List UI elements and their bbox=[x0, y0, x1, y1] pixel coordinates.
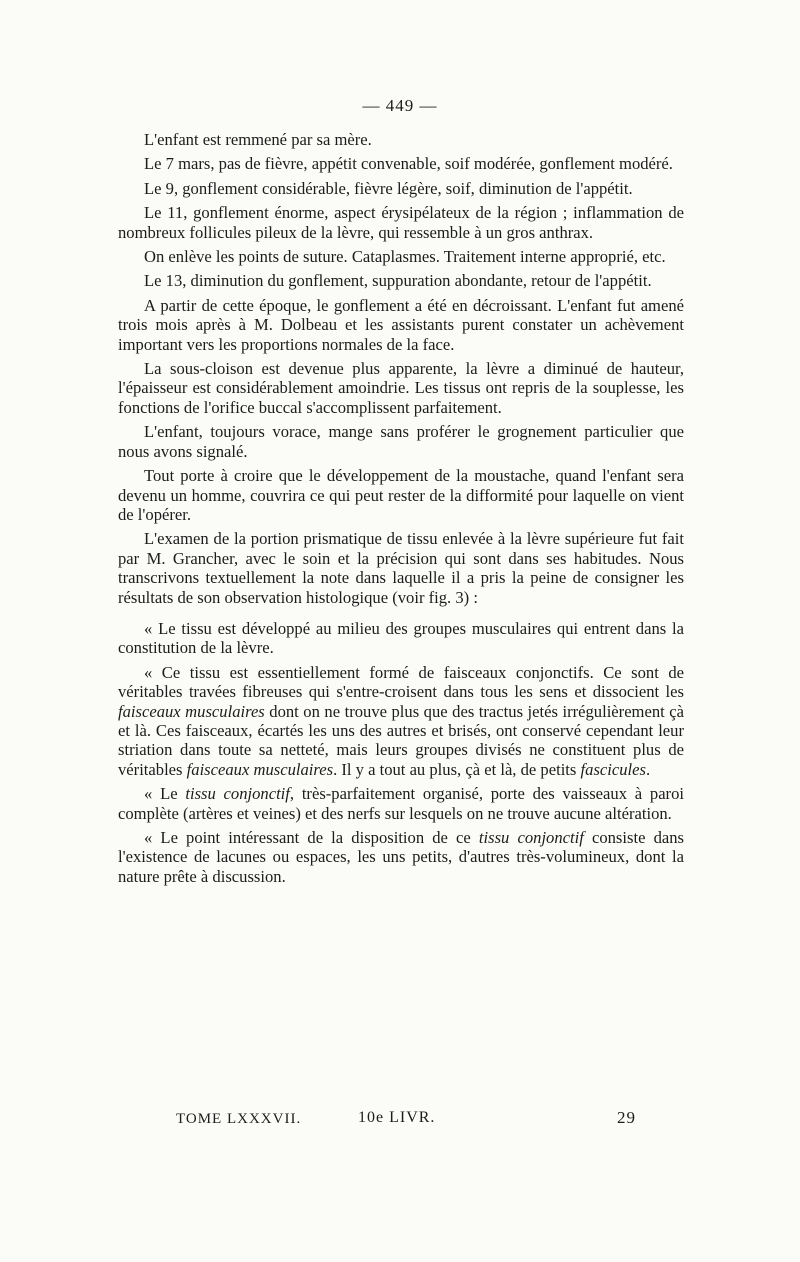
quote-paragraph-3: « Le tissu conjonctif, très-parfaitement organisé, porte des vaisseaux à paroi complète (artères et veines) et des nerfs sur lesquels on ne trouve aucune altération. bbox=[118, 784, 684, 823]
page-number: — 449 — bbox=[362, 96, 438, 115]
quote-paragraph-4: « Le point intéressant de la disposition de ce tissu conjonctif consiste dans l'existence de lacunes ou espaces, les uns petits, d'autres très-volumineux, dont la nature prête à discussion. bbox=[118, 828, 684, 886]
paragraph-3: Le 9, gonflement considérable, fièvre légère, soif, diminution de l'appétit. bbox=[144, 178, 633, 198]
italic-term: faisceaux musculaires bbox=[186, 759, 334, 779]
paragraph-10: Tout porte à croire que le développement de la moustache, quand l'enfant sera devenu un homme, couvrira ce qui peut rester de la difformité pour laquelle on vient de l'opérer. bbox=[118, 466, 684, 524]
italic-term: fascicules bbox=[580, 759, 646, 779]
paragraph-4: Le 11, gonflement énorme, aspect érysipélateux de la région ; inflammation de nombreux follicules pileux de la lèvre, qui ressemble à un gros anthrax. bbox=[118, 203, 684, 242]
page-footer bbox=[176, 1108, 636, 1133]
paragraph-9: L'enfant, toujours vorace, mange sans proférer le grognement particulier que nous avons signalé. bbox=[118, 422, 684, 461]
body-text bbox=[118, 130, 684, 891]
footer-volume: TOME LXXXVII. bbox=[176, 1111, 302, 1127]
italic-term: faisceaux musculaires bbox=[118, 701, 265, 721]
paragraph-7: A partir de cette époque, le gonflement a été en décroissant. L'enfant fut amené trois mois après à M. Dolbeau et les assistants purent constater un achèvement important vers les proportions normales de la face. bbox=[118, 295, 684, 354]
paragraph-2: Le 7 mars, pas de fièvre, appétit convenable, soif modérée, gonflement modéré. bbox=[144, 154, 673, 174]
paragraph-1: L'enfant est remmené par sa mère. bbox=[144, 130, 372, 149]
quote-paragraph-2: « Ce tissu est essentiellement formé de faisceaux conjonctifs. Ce sont de véritables travées fibreuses qui s'entre-croisent dans tous les sens et dissocient les faisceaux musculaires dont on ne trouve plus que des tractus jetés irrégulièrement çà et là. Ces faisceaux, écartés les uns des autres et brisés, ont conservé cependant leur striation dans toute sa netteté, mais leurs groupes divisés ne constituent plus de véritables faisceaux musculaires. Il y a tout au plus, çà et là, de petits fascicules. bbox=[118, 662, 684, 779]
paragraph-11: L'examen de la portion prismatique de tissu enlevée à la lèvre supérieure fut fait par M. Grancher, avec le soin et la précision qui sont dans ses habitudes. Nous transcrivons textuellement la note dans laquelle il a pris la peine de consigner les résultats de son observation histologique (voir fig. 3) : bbox=[118, 529, 684, 607]
paragraph-6: Le 13, diminution du gonflement, suppuration abondante, retour de l'appétit. bbox=[144, 271, 652, 291]
footer-issue: 10e LIVR. bbox=[358, 1109, 436, 1126]
paragraph-8: La sous-cloison est devenue plus apparente, la lèvre a diminué de hauteur, l'épaisseur est considérablement amoindrie. Les tissus ont repris de la souplesse, les fonctions de l'orifice buccal s'accomplissent parfaitement. bbox=[118, 359, 684, 417]
footer-sheet-number: 29 bbox=[617, 1108, 636, 1127]
italic-term: tissu conjonctif bbox=[478, 828, 584, 847]
paragraph-5: On enlève les points de suture. Cataplasmes. Traitement interne approprié, etc. bbox=[144, 247, 666, 267]
italic-term: tissu conjonctif bbox=[185, 784, 290, 804]
quote-paragraph-1: « Le tissu est développé au milieu des groupes musculaires qui entrent dans la constitution de la lèvre. bbox=[118, 618, 684, 658]
